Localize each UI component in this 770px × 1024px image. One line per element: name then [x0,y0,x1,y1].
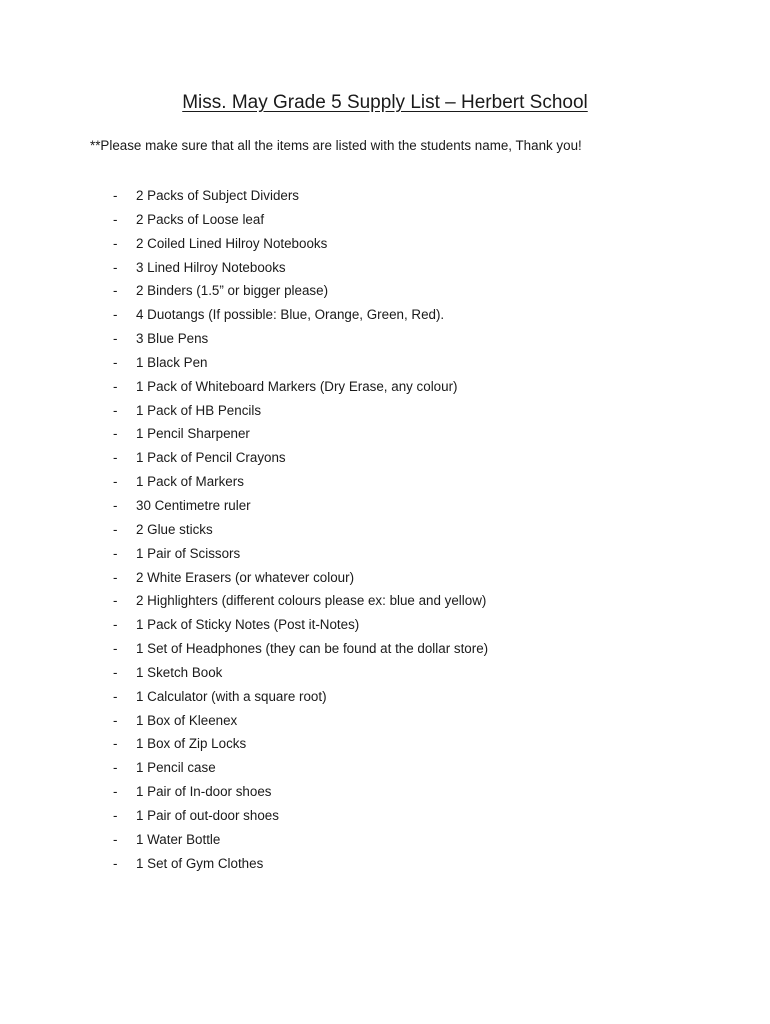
list-bullet: - [113,760,118,776]
list-item-text: 1 Pair of out-door shoes [136,807,279,823]
list-bullet: - [113,497,118,513]
list-item-text: 2 Highlighters (different colours please ex: blue and yellow) [136,593,487,609]
list-item-text: 2 Packs of Loose leaf [136,211,265,227]
list-bullet: - [113,188,118,203]
list-item-text: 1 Pack of Pencil Crayons [136,450,286,466]
document-note: **Please make sure that all the items are listed with the students name, Thank you! [90,138,582,153]
list-item-text: 4 Duotangs (If possible: Blue, Orange, Green, Red). [136,307,445,323]
list-item-text: 1 Black Pen [136,354,208,370]
list-item-text: 2 White Erasers (or whatever colour) [136,569,355,585]
document-title: Miss. May Grade 5 Supply List – Herbert School [182,92,588,113]
list-bullet: - [113,354,118,370]
list-bullet: - [113,211,118,227]
list-bullet: - [113,784,118,800]
list-item-text: 1 Box of Kleenex [136,712,238,728]
list-bullet: - [113,807,118,823]
list-bullet: - [113,331,118,347]
list-bullet: - [113,617,118,633]
list-item-text: 30 Centimetre ruler [136,497,251,513]
list-item-text: 1 Pair of Scissors [136,545,241,561]
list-bullet: - [113,521,118,537]
list-bullet: - [113,378,118,394]
list-item-text: 3 Blue Pens [136,331,209,347]
list-bullet: - [113,641,118,657]
list-item-text: 2 Coiled Lined Hilroy Notebooks [136,235,328,251]
list-item-text: 2 Binders (1.5” or bigger please) [136,283,329,299]
list-item-text: 1 Set of Gym Clothes [136,855,264,871]
list-bullet: - [113,688,118,704]
list-bullet: - [113,474,118,490]
list-bullet: - [113,426,118,442]
list-bullet: - [113,283,118,299]
list-bullet: - [113,593,118,609]
list-bullet: - [113,450,118,466]
list-bullet: - [113,855,118,871]
list-item-text: 1 Pair of In-door shoes [136,784,272,800]
list-bullet: - [113,402,118,418]
list-item-text: 1 Water Bottle [136,831,221,847]
list-item-text: 1 Pack of Markers [136,474,244,490]
list-bullet: - [113,235,118,251]
list-item-text: 1 Set of Headphones (they can be found at the dollar store) [136,641,489,657]
list-item-text: 1 Pack of Sticky Notes (Post it-Notes) [136,617,360,633]
list-bullet: - [113,712,118,728]
list-bullet: - [113,664,118,680]
list-item-text: 1 Box of Zip Locks [136,736,247,752]
list-bullet: - [113,545,118,561]
list-bullet: - [113,259,118,275]
list-bullet: - [113,307,118,323]
list-item-text: 1 Pencil Sharpener [136,426,250,442]
list-item-text: 1 Pencil case [136,760,216,776]
list-item-text: 2 Glue sticks [136,521,213,537]
list-item-text: 2 Packs of Subject Dividers [136,188,299,203]
list-bullet: - [113,569,118,585]
list-item-text: 1 Sketch Book [136,664,223,680]
list-bullet: - [113,736,118,752]
list-item-text: 3 Lined Hilroy Notebooks [136,259,286,275]
list-item-text: 1 Calculator (with a square root) [136,688,327,704]
list-item-text: 1 Pack of Whiteboard Markers (Dry Erase, any colour) [136,378,458,394]
list-item-text: 1 Pack of HB Pencils [136,402,262,418]
list-bullet: - [113,831,118,847]
